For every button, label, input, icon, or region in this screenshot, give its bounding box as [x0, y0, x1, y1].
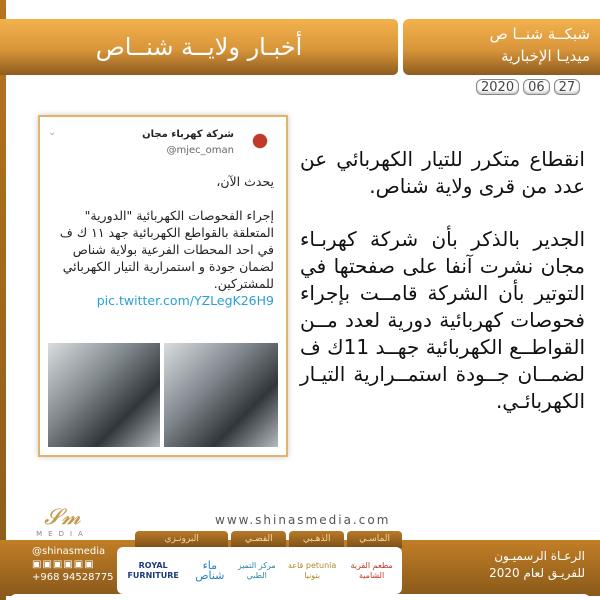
logo-text: MEDIA	[36, 530, 89, 538]
sponsor-petunia: petunia قاعة بتونيا	[288, 560, 337, 580]
social-icons: ▣▣▣▣▣▣	[32, 559, 95, 570]
article-body: الجدير بالذكر بأن شركة كهربـاء مجان نشرت آنفا على صفحتها في التوتير بأن الشركة قامــت بإجراء فحوصات كهربائية دورية لعدد مــن القواطــع الكهربائية جهــد 11ك ف لضمــان جــودة استمــرارية التيـار الكهربائـي.	[300, 227, 585, 413]
sponsors-line-1: الرعـاة الرسميـون	[494, 549, 585, 563]
tweet-photo-1[interactable]	[48, 343, 160, 447]
chevron-down-icon[interactable]: ⌄	[48, 127, 57, 138]
sponsor-qarya: مطعم القرية الشامية	[350, 560, 393, 580]
account-logo	[248, 129, 272, 153]
tweet-photo-2[interactable]	[164, 343, 278, 447]
section-header	[0, 19, 398, 75]
sponsor-tiers	[135, 531, 402, 548]
article	[300, 146, 585, 441]
brand-box	[403, 19, 600, 75]
tier-gold: الذهـبي	[289, 531, 344, 548]
sponsors-line-2: للفريـق لعام 2020	[489, 566, 585, 580]
date-year: 2020	[476, 79, 519, 95]
sponsor-logos	[117, 547, 402, 594]
sponsor-royal: ROYAL FURNITURE	[127, 560, 179, 580]
tweet-body: يحدث الآن، إجراء الفحوصات الكهربائية "الدورية" المتعلقة بالقواطع الكهربائية جهد ١١ ك ف في احد المحطات الفرعية بولاية شناص لضمان جودة و استمرارية التيار الكهربائي للمشتركين.	[59, 174, 274, 291]
sponsor-water: ماء شناص	[195, 558, 225, 582]
tweet-link[interactable]: pic.twitter.com/YZLegK26H9	[96, 293, 274, 308]
official-sponsors	[470, 548, 585, 582]
date-month: 06	[523, 79, 550, 95]
media-logo: 𝓢𝓶 MEDIA	[30, 505, 95, 545]
tier-diamond: الماسـي	[347, 531, 402, 548]
date	[476, 79, 580, 95]
brand-line-1: شبكــة شنــا ص	[489, 25, 590, 43]
phone-number: +968 94528775	[32, 572, 114, 583]
tweet-card	[38, 115, 288, 457]
article-headline: انقطاع متكرر للتيار الكهربائي عن عدد من قرى ولاية شناص.	[300, 147, 585, 198]
sponsor-medical: مركز التميز الطبي	[237, 560, 276, 580]
social-handle: @shinasmedia	[32, 546, 106, 557]
bottom-frame	[10, 594, 590, 600]
website-link[interactable]: www.shinasmedia.com	[215, 513, 391, 527]
tweet-text	[48, 173, 274, 309]
brand-line-2: ميديـا الإخبارية	[501, 47, 590, 65]
account-handle: @mjec_oman	[166, 145, 234, 156]
tier-bronze: البرونـزي	[135, 531, 228, 548]
date-day: 27	[554, 79, 581, 95]
social-info	[32, 545, 114, 584]
account-name: شركة كهرباء مجان	[142, 129, 234, 140]
left-accent-bar	[0, 0, 6, 600]
tier-silver: الفضـي	[231, 531, 286, 548]
section-title: أخبـار ولايــة شنــاص	[95, 33, 303, 61]
